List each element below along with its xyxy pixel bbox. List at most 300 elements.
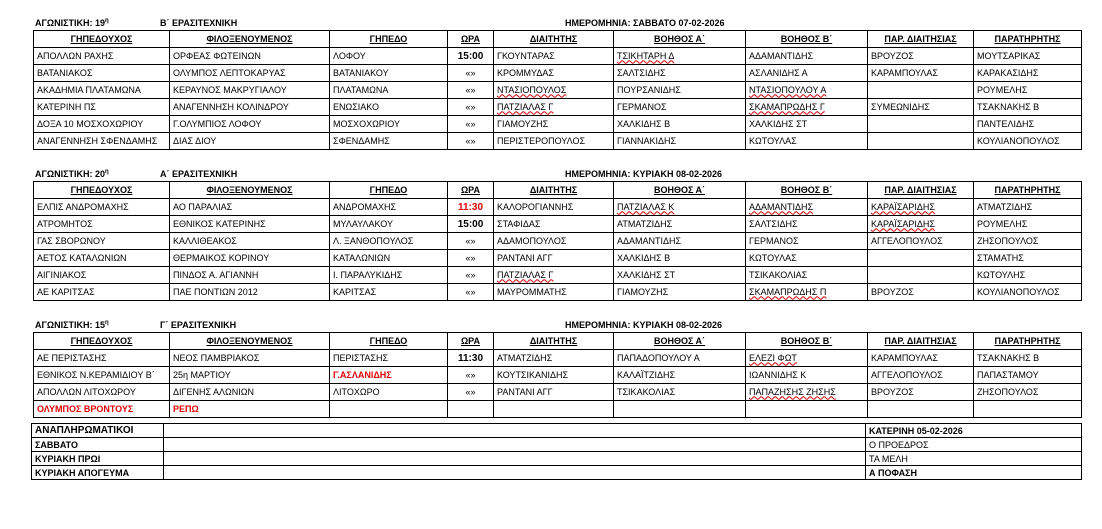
column-header-observer: ΠΑΡ. ΔΙΑΙΤΗΣΙΑΣ: [868, 31, 974, 48]
guest-cell: [170, 267, 330, 284]
assistant-b-text: ΕΛΕΖΙ ΦΩΤ: [749, 352, 797, 363]
guest-cell: [170, 116, 330, 133]
stadium-cell: [330, 216, 448, 233]
replacements-entry: [164, 438, 866, 452]
column-header-assistant-b: ΒΟΗΘΟΣ Β΄: [746, 182, 868, 199]
referee-cell: [494, 233, 614, 250]
host-cell: [34, 48, 170, 65]
time-cell: [448, 401, 494, 418]
stadium-text: ΛΙΤΟΧΩΡΟ: [333, 386, 380, 397]
assistant-a-text: ΧΑΛΚΙΔΗΣ Β: [617, 252, 671, 263]
assistant-b-text: ΑΣΛΑΝΙΔΗΣ Α: [749, 67, 808, 78]
decision-label: Α ΠΟΦΑΣΗ: [866, 466, 1082, 480]
column-header-host: ΓΗΠΕΔΟΥΧΟΣ: [34, 333, 170, 350]
stadium-cell: [330, 267, 448, 284]
host-cell: [34, 216, 170, 233]
assistant-a-cell: [614, 401, 746, 418]
table-row: [34, 99, 1082, 116]
host-cell: [34, 284, 170, 301]
stadium-text: ΚΑΤΑΛΩΝΙΩΝ: [333, 252, 391, 263]
column-header-stadium: ΓΗΠΕΔΟ: [330, 182, 448, 199]
referee-text: ΣΤΑΦΙΔΑΣ: [497, 218, 541, 229]
supervisor-text: ΤΣΑΚΝΑΚΗΣ Β: [977, 101, 1040, 112]
referee-text: ΠΑΤΖΙΑΛΑΣ Γ: [497, 269, 554, 280]
table-row: [34, 199, 1082, 216]
host-cell: [34, 116, 170, 133]
guest-text: ΠΑΕ ΠΟΝΤΙΩΝ 2012: [173, 286, 258, 297]
time-text: «»: [465, 118, 476, 129]
stadium-text: ΠΛΑΤΑΜΩΝΑ: [333, 84, 389, 95]
host-cell: [34, 199, 170, 216]
host-cell: [34, 384, 170, 401]
table-header-row: [34, 182, 1082, 199]
supervisor-cell: [974, 116, 1082, 133]
observer-text: ΚΑΡΑΜΠΟΥΛΑΣ: [871, 67, 938, 78]
observer-text: ΒΡΟΥΖΟΣ: [871, 386, 914, 397]
assistant-a-text: ΑΔΑΜΑΝΤΙΔΗΣ: [617, 235, 682, 246]
assistant-a-cell: [614, 48, 746, 65]
assistant-a-cell: [614, 99, 746, 116]
assistant-a-text: ΚΑΛΑΪΤΖΙΔΗΣ: [617, 369, 676, 380]
assistant-b-cell: [746, 284, 868, 301]
assistant-b-cell: [746, 116, 868, 133]
supervisor-text: ΠΑΝΤΕΛΙΔΗΣ: [977, 118, 1035, 129]
supervisor-cell: [974, 99, 1082, 116]
host-cell: [34, 65, 170, 82]
guest-cell: [170, 384, 330, 401]
guest-cell: [170, 65, 330, 82]
stadium-text: ΑΝΔΡΟΜΑΧΗΣ: [333, 201, 397, 212]
assistant-b-cell: [746, 384, 868, 401]
host-text: ΑΕΤΟΣ ΚΑΤΑΛΩΝΙΩΝ: [37, 252, 127, 263]
assistant-a-cell: [614, 133, 746, 150]
guest-text: ΑΟ ΠΑΡΑΛΙΑΣ: [173, 201, 233, 212]
supervisor-cell: [974, 216, 1082, 233]
column-header-time: ΩΡΑ: [448, 333, 494, 350]
stadium-cell: [330, 284, 448, 301]
time-cell: [448, 65, 494, 82]
assistant-a-text: ΠΑΤΖΙΑΛΑΣ Κ: [617, 201, 675, 212]
sunday-afternoon-label: ΚΥΡΙΑΚΗ ΑΠΟΓΕΥΜΑ: [32, 466, 164, 480]
supervisor-cell: [974, 401, 1082, 418]
observer-cell: [868, 133, 974, 150]
assistant-b-text: ΑΔΑΜΑΝΤΙΔΗΣ: [749, 50, 814, 61]
supervisor-text: ΖΗΣΟΠΟΥΛΟΣ: [977, 235, 1039, 246]
stadium-cell: [330, 133, 448, 150]
guest-cell: [170, 350, 330, 367]
observer-cell: [868, 48, 974, 65]
guest-text: ΝΕΟΣ ΠΑΜΒΡΙΑΚΟΣ: [173, 352, 260, 363]
column-header-assistant-b: ΒΟΗΘΟΣ Β΄: [746, 333, 868, 350]
supervisor-cell: [974, 384, 1082, 401]
assistant-b-cell: [746, 99, 868, 116]
column-header-referee: ΔΙΑΙΤΗΤΗΣ: [494, 333, 614, 350]
assistant-a-text: ΣΑΛΤΣΙΔΗΣ: [617, 67, 666, 78]
supervisor-text: ΚΑΡΑΚΑΣΙΔΗΣ: [977, 67, 1039, 78]
replacements-entry: [164, 466, 866, 480]
stadium-cell: [330, 250, 448, 267]
time-text: «»: [465, 67, 476, 78]
assistant-a-text: ΠΑΠΑΔΟΠΟΥΛΟΥ Α: [617, 352, 700, 363]
column-header-host: ΓΗΠΕΔΟΥΧΟΣ: [34, 182, 170, 199]
table-row: [34, 82, 1082, 99]
observer-cell: [868, 401, 974, 418]
time-text: 15:00: [457, 218, 484, 230]
host-text: ΔΟΞΑ 10 ΜΟΣΧΟΧΩΡΙΟΥ: [37, 118, 144, 129]
time-cell: [448, 284, 494, 301]
host-text: ΑΕ ΚΑΡΙΤΣΑΣ: [37, 286, 95, 297]
assistant-a-text: ΓΙΑΝΝΑΚΙΔΗΣ: [617, 135, 677, 146]
table-row: [34, 350, 1082, 367]
replacements-title: ΑΝΑΠΛΗΡΩΜΑΤΙΚΟΙ: [32, 424, 164, 438]
referee-cell: [494, 384, 614, 401]
time-text: 11:30: [457, 352, 484, 364]
supervisor-cell: [974, 48, 1082, 65]
supervisor-cell: [974, 133, 1082, 150]
referee-text: ΠΑΤΖΙΑΛΑΣ Γ: [497, 101, 554, 112]
column-header-observer: ΠΑΡ. ΔΙΑΙΤΗΣΙΑΣ: [868, 333, 974, 350]
column-header-stadium: ΓΗΠΕΔΟ: [330, 31, 448, 48]
assistant-b-text: ΙΩΑΝΝΙΔΗΣ Κ: [749, 369, 807, 380]
table-row: [34, 284, 1082, 301]
observer-text: ΚΑΡΑΪΣΑΡΙΔΗΣ: [871, 201, 935, 212]
table-header-row: [34, 333, 1082, 350]
assistant-a-cell: [614, 350, 746, 367]
replacements-row: [32, 452, 1082, 466]
assistant-b-cell: [746, 65, 868, 82]
observer-cell: [868, 350, 974, 367]
observer-text: ΚΑΡΑΪΣΑΡΙΔΗΣ: [871, 218, 935, 229]
host-cell: [34, 233, 170, 250]
assistant-b-text: ΓΕΡΜΑΝΟΣ: [749, 235, 799, 246]
assistant-a-cell: [614, 199, 746, 216]
time-text: «»: [465, 135, 476, 146]
round-label: [35, 320, 109, 330]
match-date: ΗΜΕΡΟΜΗΝΙΑ: ΚΥΡΙΑΚΗ 08-02-2026: [565, 169, 723, 179]
assistant-b-cell: [746, 250, 868, 267]
referee-text: ΓΚΟΥΝΤΑΡΑΣ: [497, 50, 555, 61]
time-cell: [448, 233, 494, 250]
assistant-a-cell: [614, 267, 746, 284]
time-cell: [448, 116, 494, 133]
round-ordinal-suffix: η: [105, 169, 109, 175]
table-row: [34, 267, 1082, 284]
observer-cell: [868, 82, 974, 99]
stadium-text: Γ.ΑΣΛΑΝΙΔΗΣ: [333, 369, 392, 380]
host-text: ΟΛΥΜΠΟΣ ΒΡΟΝΤΟΥΣ: [37, 403, 134, 414]
assistant-a-cell: [614, 82, 746, 99]
time-cell: [448, 367, 494, 384]
column-header-assistant-b: ΒΟΗΘΟΣ Β΄: [746, 31, 868, 48]
assistant-a-cell: [614, 384, 746, 401]
referee-cell: [494, 82, 614, 99]
round-ordinal-suffix: η: [105, 320, 109, 326]
stadium-text: Λ. ΞΑΝΘΟΠΟΥΛΟΣ: [333, 235, 414, 246]
supervisor-text: ΚΟΥΛΙΑΝΟΠΟΥΛΟΣ: [977, 135, 1060, 146]
stadium-text: ΜΥΛΑΥΛΑΚΟΥ: [333, 218, 393, 229]
table-row: [34, 116, 1082, 133]
stadium-text: ΚΑΡΙΤΣΑΣ: [333, 286, 377, 297]
stadium-text: ΣΦΕΝΔΑΜΗΣ: [333, 135, 390, 146]
supervisor-text: ΤΣΑΚΝΑΚΗΣ Β: [977, 352, 1040, 363]
referee-text: ΡΑΝΤΑΝΙ ΑΓΓ: [497, 252, 553, 263]
guest-text: 25η ΜΑΡΤΙΟΥ: [173, 369, 231, 380]
table-row: [34, 216, 1082, 233]
guest-cell: [170, 233, 330, 250]
time-text: «»: [465, 286, 476, 297]
president-label: Ο ΠΡΟΕΔΡΟΣ: [866, 438, 1082, 452]
stadium-cell: [330, 99, 448, 116]
observer-cell: [868, 99, 974, 116]
division-label: Α΄ ΕΡΑΣΙΤΕΧΝΙΚΗ: [160, 169, 238, 179]
time-text: 11:30: [457, 201, 484, 213]
column-header-assistant-a: ΒΟΗΘΟΣ Α΄: [614, 31, 746, 48]
assistant-b-text: ΑΔΑΜΑΝΤΙΔΗΣ: [749, 201, 814, 212]
referee-cell: [494, 199, 614, 216]
supervisor-text: ΠΑΠΑΣΤΑΜΟΥ: [977, 369, 1039, 380]
stadium-text: ΠΕΡΙΣΤΑΣΗΣ: [333, 352, 389, 363]
guest-cell: [170, 48, 330, 65]
referee-cell: [494, 116, 614, 133]
column-header-referee: ΔΙΑΙΤΗΤΗΣ: [494, 182, 614, 199]
referee-text: ΑΤΜΑΤΖΙΔΗΣ: [497, 352, 553, 363]
assistant-a-text: ΓΕΡΜΑΝΟΣ: [617, 101, 667, 112]
round-number: ΑΓΩΝΙΣΤΙΚΗ: 19: [35, 18, 106, 28]
assistant-b-text: ΣΑΛΤΣΙΔΗΣ: [749, 218, 798, 229]
host-text: ΑΝΑΓΕΝΝΗΣΗ ΣΦΕΝΔΑΜΗΣ: [37, 135, 158, 146]
match-date: ΗΜΕΡΟΜΗΝΙΑ: ΚΥΡΙΑΚΗ 08-02-2026: [565, 320, 723, 330]
time-text: «»: [465, 386, 476, 397]
referee-cell: [494, 367, 614, 384]
referee-cell: [494, 350, 614, 367]
guest-text: ΔΙΑΣ ΔΙΟΥ: [173, 135, 217, 146]
replacements-row: [32, 424, 1082, 438]
column-header-supervisor: ΠΑΡΑΤΗΡΗΤΗΣ: [974, 333, 1082, 350]
time-text: «»: [465, 235, 476, 246]
host-text: ΑΠΟΛΛΩΝ ΡΑΧΗΣ: [37, 50, 114, 61]
referee-cell: [494, 48, 614, 65]
stadium-cell: [330, 116, 448, 133]
replacements-table: [31, 423, 1082, 480]
saturday-label: ΣΑΒΒΑΤΟ: [32, 438, 164, 452]
stadium-cell: [330, 384, 448, 401]
assistant-b-cell: [746, 133, 868, 150]
guest-text: ΠΙΝΔΟΣ Α. ΑΓΙΑΝΝΗ: [173, 269, 259, 280]
stadium-text: ΒΑΤΑΝΙΑΚΟΥ: [333, 67, 389, 78]
host-text: ΕΘΝΙΚΟΣ Ν.ΚΕΡΑΜΙΔΙΟΥ Β΄: [37, 369, 155, 380]
host-text: ΕΛΠΙΣ ΑΝΔΡΟΜΑΧΗΣ: [37, 201, 129, 212]
place-date: ΚΑΤΕΡΙΝΗ 05-02-2026: [866, 424, 1082, 438]
referee-text: ΝΤΑΣΙΟΠΟΥΛΟΣ: [497, 84, 567, 95]
observer-cell: [868, 284, 974, 301]
host-text: ΒΑΤΑΝΙΑΚΟΣ: [37, 67, 93, 78]
round-number: ΑΓΩΝΙΣΤΙΚΗ: 15: [35, 320, 106, 330]
stadium-cell: [330, 367, 448, 384]
host-text: ΑΚΑΔΗΜΙΑ ΠΛΑΤΑΜΩΝΑ: [37, 84, 141, 95]
supervisor-text: ΡΟΥΜΕΛΗΣ: [977, 84, 1028, 95]
supervisor-text: ΑΤΜΑΤΖΙΔΗΣ: [977, 201, 1033, 212]
round-label: [35, 18, 109, 28]
host-text: ΓΑΣ ΣΒΟΡΩΝΟΥ: [37, 235, 106, 246]
host-cell: [34, 82, 170, 99]
time-text: «»: [465, 252, 476, 263]
assistant-b-text: ΣΚΑΜΑΠΡΩΔΗΣ Γ: [749, 101, 825, 112]
supervisor-text: ΜΟΥΤΣΑΡΙΚΑΣ: [977, 50, 1041, 61]
column-header-referee: ΔΙΑΙΤΗΤΗΣ: [494, 31, 614, 48]
observer-cell: [868, 267, 974, 284]
referee-text: ΜΑΥΡΟΜΜΑΤΗΣ: [497, 286, 567, 297]
guest-cell: [170, 401, 330, 418]
fixtures-table: [33, 30, 1082, 150]
assistant-b-cell: [746, 350, 868, 367]
stadium-text: ΕΝΩΣΙΑΚΟ: [333, 101, 380, 112]
observer-text: ΣΥΜΕΩΝΙΔΗΣ: [871, 101, 930, 112]
supervisor-text: ΚΟΥΛΙΑΝΟΠΟΥΛΟΣ: [977, 286, 1060, 297]
fixtures-table: [33, 181, 1082, 301]
column-header-assistant-a: ΒΟΗΘΟΣ Α΄: [614, 333, 746, 350]
guest-text: ΡΕΠΩ: [173, 403, 199, 414]
assistant-a-text: ΤΣΙΚΑΚΟΛΙΑΣ: [617, 386, 676, 397]
observer-cell: [868, 65, 974, 82]
replacements-entry: [164, 452, 866, 466]
guest-cell: [170, 99, 330, 116]
supervisor-text: ΣΤΑΜΑΤΗΣ: [977, 252, 1024, 263]
referee-text: ΠΕΡΙΣΤΕΡΟΠΟΥΛΟΣ: [497, 135, 586, 146]
referee-text: ΓΙΑΜΟΥΖΗΣ: [497, 118, 549, 129]
supervisor-cell: [974, 350, 1082, 367]
host-text: ΑΕ ΠΕΡΙΣΤΑΣΗΣ: [37, 352, 107, 363]
time-text: «»: [465, 101, 476, 112]
time-cell: [448, 133, 494, 150]
column-header-supervisor: ΠΑΡΑΤΗΡΗΤΗΣ: [974, 31, 1082, 48]
table-row: [34, 384, 1082, 401]
guest-cell: [170, 250, 330, 267]
round-number: ΑΓΩΝΙΣΤΙΚΗ: 20: [35, 169, 106, 179]
assistant-a-cell: [614, 65, 746, 82]
assistant-b-text: ΚΩΤΟΥΛΑΣ: [749, 135, 797, 146]
supervisor-text: ΖΗΣΟΠΟΥΛΟΣ: [977, 386, 1039, 397]
referee-text: ΚΑΛΟΡΟΓΙΑΝΝΗΣ: [497, 201, 574, 212]
supervisor-cell: [974, 250, 1082, 267]
observer-text: ΒΡΟΥΖΟΣ: [871, 50, 914, 61]
assistant-a-text: ΠΟΥΡΣΑΝΙΔΗΣ: [617, 84, 681, 95]
assistant-b-text: ΣΚΑΜΑΠΡΩΔΗΣ Π: [749, 286, 827, 297]
time-cell: [448, 250, 494, 267]
assistant-b-text: ΠΑΠΑΖΗΣΗΣ ΖΗΣΗΣ: [749, 386, 836, 397]
assistant-a-text: ΧΑΛΚΙΔΗΣ ΣΤ: [617, 269, 676, 280]
assistant-b-cell: [746, 48, 868, 65]
guest-text: ΕΘΝΙΚΟΣ ΚΑΤΕΡΙΝΗΣ: [173, 218, 266, 229]
time-cell: [448, 267, 494, 284]
assistant-b-cell: [746, 267, 868, 284]
assistant-b-cell: [746, 401, 868, 418]
host-text: ΑΠΟΛΛΩΝ ΛΙΤΟΧΩΡΟΥ: [37, 386, 136, 397]
table-header-row: [34, 31, 1082, 48]
referee-text: ΑΔΑΜΟΠΟΥΛΟΣ: [497, 235, 567, 246]
observer-cell: [868, 216, 974, 233]
table-row: [34, 133, 1082, 150]
replacements-row: [32, 438, 1082, 452]
replacements-entry: [164, 424, 866, 438]
assistant-b-cell: [746, 367, 868, 384]
referee-cell: [494, 65, 614, 82]
assistant-b-text: ΚΩΤΟΥΛΑΣ: [749, 252, 797, 263]
sunday-morning-label: ΚΥΡΙΑΚΗ ΠΡΩΙ: [32, 452, 164, 466]
supervisor-text: ΡΟΥΜΕΛΗΣ: [977, 218, 1028, 229]
table-row: [34, 65, 1082, 82]
guest-cell: [170, 284, 330, 301]
round-label: [35, 169, 109, 179]
host-cell: [34, 133, 170, 150]
observer-text: ΑΓΓΕΛΟΠΟΥΛΟΣ: [871, 369, 943, 380]
observer-text: ΒΡΟΥΖΟΣ: [871, 286, 914, 297]
time-cell: [448, 99, 494, 116]
referee-text: ΚΡΟΜΜΥΔΑΣ: [497, 67, 554, 78]
members-label: ΤΑ ΜΕΛΗ: [866, 452, 1082, 466]
assistant-b-text: ΤΣΙΚΑΚΟΛΙΑΣ: [749, 269, 808, 280]
stadium-cell: [330, 401, 448, 418]
referee-cell: [494, 216, 614, 233]
stadium-cell: [330, 350, 448, 367]
supervisor-cell: [974, 284, 1082, 301]
referee-text: ΡΑΝΤΑΝΙ ΑΓΓ: [497, 386, 553, 397]
referee-cell: [494, 250, 614, 267]
observer-cell: [868, 233, 974, 250]
assistant-a-text: ΤΣΙΚΗΤΑΡΗ Δ: [617, 50, 675, 61]
observer-cell: [868, 250, 974, 267]
guest-cell: [170, 199, 330, 216]
table-row: [34, 233, 1082, 250]
column-header-time: ΩΡΑ: [448, 31, 494, 48]
column-header-supervisor: ΠΑΡΑΤΗΡΗΤΗΣ: [974, 182, 1082, 199]
guest-cell: [170, 367, 330, 384]
replacements-row: [32, 466, 1082, 480]
table-row: [34, 250, 1082, 267]
assistant-a-cell: [614, 284, 746, 301]
assistant-b-cell: [746, 82, 868, 99]
host-cell: [34, 250, 170, 267]
column-header-assistant-a: ΒΟΗΘΟΣ Α΄: [614, 182, 746, 199]
stadium-text: Ι. ΠΑΡΑΛΥΚΙΔΗΣ: [333, 269, 403, 280]
observer-cell: [868, 199, 974, 216]
stadium-cell: [330, 82, 448, 99]
host-cell: [34, 350, 170, 367]
guest-text: ΑΝΑΓΕΝΝΗΣΗ ΚΟΛΙΝΔΡΟΥ: [173, 101, 289, 112]
supervisor-cell: [974, 65, 1082, 82]
guest-text: ΟΛΥΜΠΟΣ ΛΕΠΤΟΚΑΡΥΑΣ: [173, 67, 286, 78]
supervisor-cell: [974, 233, 1082, 250]
stadium-cell: [330, 48, 448, 65]
table-row: [34, 48, 1082, 65]
assistant-b-cell: [746, 199, 868, 216]
column-header-stadium: ΓΗΠΕΔΟ: [330, 333, 448, 350]
division-label: Γ΄ ΕΡΑΣΙΤΕΧΝΙΚΗ: [160, 320, 237, 330]
observer-cell: [868, 384, 974, 401]
supervisor-cell: [974, 82, 1082, 99]
column-header-observer: ΠΑΡ. ΔΙΑΙΤΗΣΙΑΣ: [868, 182, 974, 199]
time-text: «»: [465, 269, 476, 280]
assistant-a-cell: [614, 216, 746, 233]
division-label: Β΄ ΕΡΑΣΙΤΕΧΝΙΚΗ: [160, 18, 238, 28]
time-text: 15:00: [457, 50, 484, 62]
time-cell: [448, 350, 494, 367]
guest-text: ΘΕΡΜΑΙΚΟΣ ΚΟΡΙΝΟΥ: [173, 252, 270, 263]
observer-cell: [868, 116, 974, 133]
guest-text: ΚΑΛΛΙΘΕΑΚΟΣ: [173, 235, 237, 246]
round-ordinal-suffix: η: [105, 18, 109, 24]
observer-text: ΚΑΡΑΜΠΟΥΛΑΣ: [871, 352, 938, 363]
observer-cell: [868, 367, 974, 384]
